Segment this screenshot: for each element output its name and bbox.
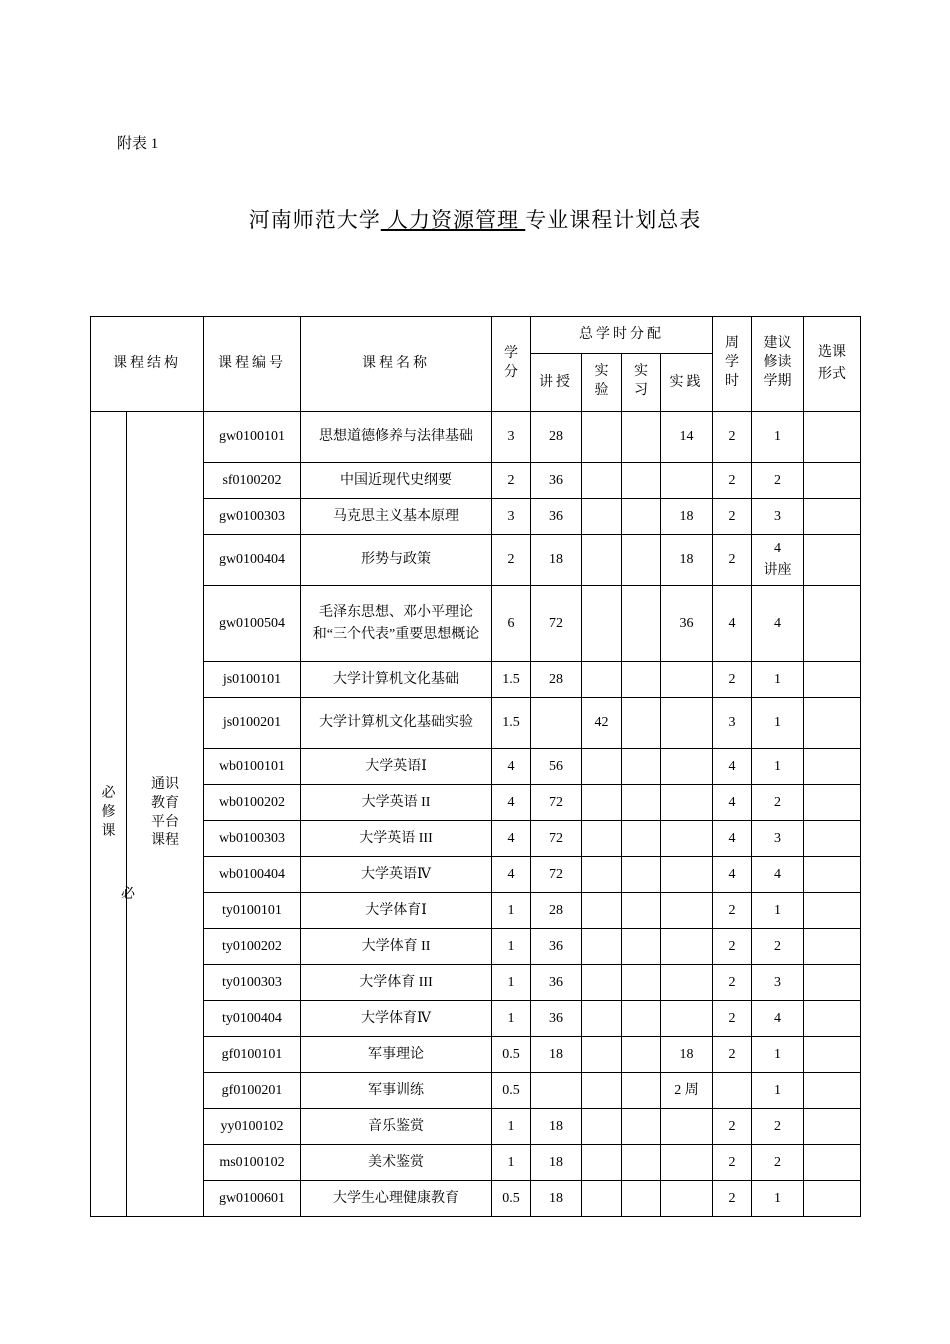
cell-semester: 1	[752, 1037, 804, 1073]
cell-weekly: 2	[713, 1181, 752, 1217]
cell-name: 大学计算机文化基础实验	[301, 698, 492, 749]
cell-semester: 3	[752, 965, 804, 1001]
cell-name: 大学体育 III	[301, 965, 492, 1001]
cell-practice: 18	[661, 535, 713, 586]
cell-internship	[622, 1145, 661, 1181]
cell-semester: 1	[752, 698, 804, 749]
cell-semester: 2	[752, 463, 804, 499]
cell-lecture: 72	[531, 785, 582, 821]
cell-lecture	[531, 698, 582, 749]
table-row	[91, 535, 861, 586]
cell-semester: 1	[752, 662, 804, 698]
cell-weekly: 2	[713, 1109, 752, 1145]
table-row	[91, 586, 861, 662]
cell-experiment	[582, 857, 622, 893]
cell-weekly: 2	[713, 1037, 752, 1073]
cell-selection	[804, 1001, 861, 1037]
cell-weekly: 2	[713, 929, 752, 965]
cell-weekly: 2	[713, 1001, 752, 1037]
cell-internship	[622, 535, 661, 586]
cell-lecture: 72	[531, 857, 582, 893]
course-plan-table	[90, 316, 861, 1217]
header-lecture: 讲授	[531, 354, 582, 412]
cell-internship	[622, 965, 661, 1001]
cell-semester: 2	[752, 1145, 804, 1181]
cell-selection	[804, 662, 861, 698]
header-selection	[804, 317, 861, 412]
cell-internship	[622, 1109, 661, 1145]
cell-code: js0100201	[204, 698, 301, 749]
cell-semester: 1	[752, 412, 804, 463]
cell-experiment	[582, 749, 622, 785]
cell-name: 军事理论	[301, 1037, 492, 1073]
header-selection-label: 选课形式	[818, 344, 846, 382]
cell-selection	[804, 893, 861, 929]
cell-selection	[804, 1037, 861, 1073]
cell-selection	[804, 1109, 861, 1145]
cell-credit: 4	[492, 821, 531, 857]
table-row	[91, 1181, 861, 1217]
cell-practice	[661, 785, 713, 821]
cell-lecture	[531, 1073, 582, 1109]
cell-credit: 0.5	[492, 1073, 531, 1109]
header-experiment-label: 实验	[594, 364, 609, 399]
cell-practice: 14	[661, 412, 713, 463]
cell-experiment	[582, 1001, 622, 1037]
cell-selection	[804, 749, 861, 785]
title-suffix: 专业课程计划总表	[525, 208, 702, 232]
cell-experiment: 42	[582, 698, 622, 749]
cell-practice	[661, 857, 713, 893]
cell-code: gw0100601	[204, 1181, 301, 1217]
cell-semester: 2	[752, 929, 804, 965]
cell-code: gf0100101	[204, 1037, 301, 1073]
table-row	[91, 698, 861, 749]
cell-lecture: 28	[531, 412, 582, 463]
table-row	[91, 412, 861, 463]
header-weekly	[713, 317, 752, 412]
header-credit-label: 学分	[504, 345, 518, 380]
cell-semester: 4	[752, 857, 804, 893]
table-row	[91, 857, 861, 893]
cell-internship	[622, 785, 661, 821]
cell-selection	[804, 1145, 861, 1181]
cell-semester: 2	[752, 785, 804, 821]
cell-internship	[622, 821, 661, 857]
cell-lecture: 36	[531, 929, 582, 965]
cell-weekly: 4	[713, 857, 752, 893]
cell-internship	[622, 929, 661, 965]
cell-selection	[804, 929, 861, 965]
cell-semester: 4 讲座	[752, 535, 804, 586]
table-row	[91, 1037, 861, 1073]
cell-weekly: 2	[713, 535, 752, 586]
cell-weekly: 4	[713, 821, 752, 857]
cell-name: 音乐鉴赏	[301, 1109, 492, 1145]
cell-lecture: 28	[531, 662, 582, 698]
cell-lecture: 56	[531, 749, 582, 785]
cell-credit: 1.5	[492, 698, 531, 749]
cell-practice: 18	[661, 499, 713, 535]
cell-credit: 1	[492, 1145, 531, 1181]
cell-selection	[804, 821, 861, 857]
cell-selection	[804, 535, 861, 586]
cell-name: 思想道德修养与法律基础	[301, 412, 492, 463]
cell-credit: 2	[492, 535, 531, 586]
header-code: 课程编号	[204, 317, 301, 412]
cell-lecture: 18	[531, 1109, 582, 1145]
cell-practice	[661, 893, 713, 929]
cell-selection	[804, 698, 861, 749]
cell-code: yy0100102	[204, 1109, 301, 1145]
header-internship	[622, 354, 661, 412]
cell-experiment	[582, 586, 622, 662]
cell-practice	[661, 929, 713, 965]
page-title	[0, 204, 950, 234]
cell-lecture: 18	[531, 1181, 582, 1217]
header-hours-group: 总学时分配	[531, 317, 713, 354]
cell-semester: 4	[752, 1001, 804, 1037]
cell-weekly: 2	[713, 965, 752, 1001]
cell-credit: 1	[492, 893, 531, 929]
header-practice: 实践	[661, 354, 713, 412]
cell-internship	[622, 1001, 661, 1037]
table-row	[91, 1145, 861, 1181]
cell-name: 军事训练	[301, 1073, 492, 1109]
cell-experiment	[582, 463, 622, 499]
cell-credit: 4	[492, 749, 531, 785]
cell-practice	[661, 749, 713, 785]
table-row	[91, 749, 861, 785]
header-weekly-label: 周学时	[725, 336, 739, 390]
cell-name: 大学体育 II	[301, 929, 492, 965]
cell-credit: 6	[492, 586, 531, 662]
cell-weekly: 4	[713, 586, 752, 662]
table-row	[91, 1001, 861, 1037]
cell-lecture: 72	[531, 821, 582, 857]
cell-practice	[661, 1181, 713, 1217]
cell-weekly: 3	[713, 698, 752, 749]
cell-code: js0100101	[204, 662, 301, 698]
cell-credit: 3	[492, 499, 531, 535]
cell-weekly: 2	[713, 412, 752, 463]
cell-weekly: 4	[713, 785, 752, 821]
cell-code: gw0100101	[204, 412, 301, 463]
cell-name: 大学英语Ⅰ	[301, 749, 492, 785]
cell-selection	[804, 1181, 861, 1217]
cell-name: 大学体育Ⅰ	[301, 893, 492, 929]
cell-experiment	[582, 662, 622, 698]
cell-semester: 1	[752, 1181, 804, 1217]
cell-credit: 1	[492, 1001, 531, 1037]
table-row	[91, 785, 861, 821]
cell-code: gf0100201	[204, 1073, 301, 1109]
cell-name: 美术鉴赏	[301, 1145, 492, 1181]
header-internship-label: 实习	[634, 364, 648, 399]
cell-selection	[804, 785, 861, 821]
cell-weekly: 4	[713, 749, 752, 785]
cell-lecture: 36	[531, 1001, 582, 1037]
cell-code: ty0100202	[204, 929, 301, 965]
cell-internship	[622, 893, 661, 929]
cell-semester: 1	[752, 1073, 804, 1109]
cell-code: ty0100101	[204, 893, 301, 929]
cell-credit: 2	[492, 463, 531, 499]
cell-code: ty0100303	[204, 965, 301, 1001]
cell-lecture: 36	[531, 463, 582, 499]
cell-lecture: 72	[531, 586, 582, 662]
cell-internship	[622, 662, 661, 698]
cell-credit: 0.5	[492, 1037, 531, 1073]
cell-internship	[622, 1073, 661, 1109]
cell-selection	[804, 857, 861, 893]
cell-experiment	[582, 1037, 622, 1073]
cell-credit: 1	[492, 929, 531, 965]
header-name: 课程名称	[301, 317, 492, 412]
cell-selection	[804, 586, 861, 662]
cell-experiment	[582, 1181, 622, 1217]
cell-credit: 3	[492, 412, 531, 463]
cell-code: gw0100504	[204, 586, 301, 662]
header-structure: 课程结构	[91, 317, 204, 412]
header-semester	[752, 317, 804, 412]
cell-name: 形势与政策	[301, 535, 492, 586]
title-prefix: 河南师范大学	[248, 208, 381, 232]
cell-experiment	[582, 499, 622, 535]
cell-code: wb0100404	[204, 857, 301, 893]
cell-code: gw0100404	[204, 535, 301, 586]
cell-practice	[661, 463, 713, 499]
cell-semester: 1	[752, 749, 804, 785]
cell-credit: 4	[492, 785, 531, 821]
cell-experiment	[582, 412, 622, 463]
cell-credit: 1	[492, 1109, 531, 1145]
cell-lecture: 18	[531, 535, 582, 586]
cell-experiment	[582, 965, 622, 1001]
table-row	[91, 965, 861, 1001]
category-stray-char: 必	[121, 887, 135, 902]
category-sub: 通识教育平台课程	[151, 776, 179, 849]
cell-name: 马克思主义基本原理	[301, 499, 492, 535]
category-main: 必修课	[101, 786, 116, 840]
cell-code: sf0100202	[204, 463, 301, 499]
cell-experiment	[582, 1109, 622, 1145]
cell-internship	[622, 463, 661, 499]
cell-credit: 1	[492, 965, 531, 1001]
cell-lecture: 18	[531, 1037, 582, 1073]
cell-internship	[622, 749, 661, 785]
cell-credit: 1.5	[492, 662, 531, 698]
cell-practice	[661, 698, 713, 749]
appendix-label: 附表 1	[117, 136, 159, 152]
cell-experiment	[582, 1073, 622, 1109]
cell-credit: 4	[492, 857, 531, 893]
cell-code: gw0100303	[204, 499, 301, 535]
cell-code: ms0100102	[204, 1145, 301, 1181]
cell-code: wb0100303	[204, 821, 301, 857]
cell-name: 大学生心理健康教育	[301, 1181, 492, 1217]
table-row	[91, 662, 861, 698]
cell-code: wb0100101	[204, 749, 301, 785]
cell-name: 毛泽东思想、邓小平理论和“三个代表”重要思想概论	[301, 586, 492, 662]
cell-selection	[804, 499, 861, 535]
cell-selection	[804, 412, 861, 463]
cell-name: 大学英语 III	[301, 821, 492, 857]
cell-weekly: 2	[713, 463, 752, 499]
cell-lecture: 28	[531, 893, 582, 929]
table-row	[91, 499, 861, 535]
cell-practice	[661, 1109, 713, 1145]
table-row	[91, 893, 861, 929]
cell-internship	[622, 586, 661, 662]
cell-internship	[622, 698, 661, 749]
cell-practice	[661, 1001, 713, 1037]
cell-semester: 1	[752, 893, 804, 929]
cell-internship	[622, 857, 661, 893]
cell-experiment	[582, 929, 622, 965]
header-credit	[492, 317, 531, 412]
cell-practice	[661, 821, 713, 857]
cell-practice	[661, 965, 713, 1001]
cell-experiment	[582, 821, 622, 857]
cell-lecture: 18	[531, 1145, 582, 1181]
cell-semester: 3	[752, 499, 804, 535]
cell-internship	[622, 499, 661, 535]
cell-selection	[804, 965, 861, 1001]
cell-weekly: 2	[713, 662, 752, 698]
cell-selection	[804, 463, 861, 499]
cell-code: wb0100202	[204, 785, 301, 821]
cell-practice: 36	[661, 586, 713, 662]
table-row	[91, 1109, 861, 1145]
table-row	[91, 929, 861, 965]
cell-code: ty0100404	[204, 1001, 301, 1037]
cell-internship	[622, 1037, 661, 1073]
cell-semester: 4	[752, 586, 804, 662]
cell-experiment	[582, 785, 622, 821]
cell-name: 大学计算机文化基础	[301, 662, 492, 698]
header-experiment	[582, 354, 622, 412]
category-main-cell	[91, 412, 135, 1217]
cell-selection	[804, 1073, 861, 1109]
title-major: 人力资源管理	[380, 208, 526, 232]
cell-semester: 3	[752, 821, 804, 857]
cell-internship	[622, 412, 661, 463]
cell-name: 大学英语Ⅳ	[301, 857, 492, 893]
cell-practice	[661, 662, 713, 698]
cell-experiment	[582, 1145, 622, 1181]
table-row	[91, 1073, 861, 1109]
cell-experiment	[582, 893, 622, 929]
cell-practice: 2 周	[661, 1073, 713, 1109]
cell-name: 大学英语 II	[301, 785, 492, 821]
cell-credit: 0.5	[492, 1181, 531, 1217]
header-semester-label: 建议修读学期	[763, 336, 792, 390]
table-row	[91, 821, 861, 857]
cell-lecture: 36	[531, 965, 582, 1001]
cell-weekly	[713, 1073, 752, 1109]
category-sub-cell	[127, 412, 204, 1217]
cell-lecture: 36	[531, 499, 582, 535]
cell-name: 大学体育Ⅳ	[301, 1001, 492, 1037]
cell-weekly: 2	[713, 893, 752, 929]
cell-name: 中国近现代史纲要	[301, 463, 492, 499]
cell-practice: 18	[661, 1037, 713, 1073]
cell-weekly: 2	[713, 499, 752, 535]
cell-internship	[622, 1181, 661, 1217]
cell-weekly: 2	[713, 1145, 752, 1181]
cell-practice	[661, 1145, 713, 1181]
cell-experiment	[582, 535, 622, 586]
table-row	[91, 463, 861, 499]
cell-semester: 2	[752, 1109, 804, 1145]
